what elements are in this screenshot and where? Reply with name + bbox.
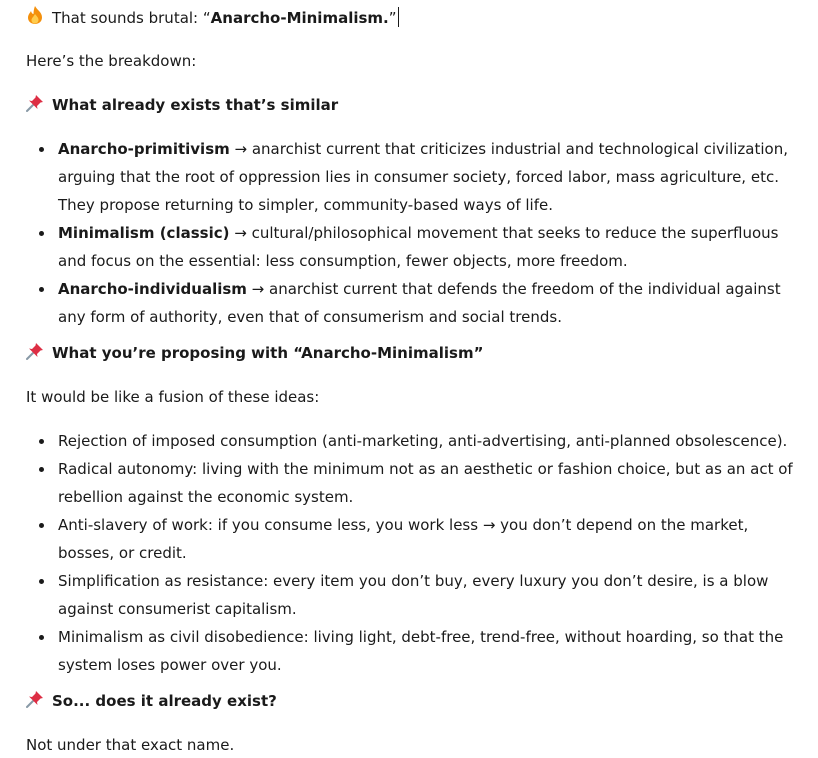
list-item-text: → anarchist current that defends the freedom of the individual against any form of authority, even that of consumerism and social trends. bbox=[58, 280, 781, 326]
list-item-term: Anarcho-primitivism bbox=[58, 140, 230, 158]
intro-prefix: That sounds brutal: “ bbox=[52, 9, 211, 27]
intro-suffix: ” bbox=[388, 9, 397, 27]
fusion-paragraph: It would be like a fusion of these ideas: bbox=[26, 388, 320, 406]
list-item-term: Minimalism (classic) bbox=[58, 224, 230, 242]
fire-icon bbox=[26, 5, 44, 25]
section-heading-proposing bbox=[26, 339, 483, 367]
list-item: Simplification as resistance: every item you don’t buy, every luxury you don’t desire, is a blow against consumerist capitalism. bbox=[26, 567, 800, 623]
intro-term: Anarcho-Minimalism. bbox=[210, 9, 389, 27]
intro-line bbox=[26, 4, 399, 32]
list-item bbox=[26, 275, 800, 331]
list-item: Rejection of imposed consumption (anti-marketing, anti-advertising, anti-planned obsolescence). bbox=[26, 427, 800, 455]
pushpin-icon bbox=[26, 342, 44, 360]
pushpin-icon bbox=[26, 690, 44, 708]
ideas-list bbox=[26, 427, 800, 679]
closing-paragraph: Not under that exact name. bbox=[26, 736, 235, 754]
list-item: Minimalism as civil disobedience: living light, debt-free, trend-free, without hoarding, so that the system loses power over you. bbox=[26, 623, 800, 679]
section-heading-exist bbox=[26, 687, 277, 715]
list-item-term: Anarcho-individualism bbox=[58, 280, 247, 298]
list-item-text: → cultural/philosophical movement that seeks to reduce the superfluous and focus on the essential: less consumption, fewer objects, more freedom. bbox=[58, 224, 779, 270]
breakdown-paragraph: Here’s the breakdown: bbox=[26, 52, 197, 70]
list-item bbox=[26, 219, 800, 275]
section-title: What already exists that’s similar bbox=[52, 96, 339, 114]
list-item: Anti-slavery of work: if you consume less, you work less → you don’t depend on the market, bosses, or credit. bbox=[26, 511, 800, 567]
section-heading-similar bbox=[26, 91, 338, 119]
similar-list bbox=[26, 135, 800, 331]
section-title: What you’re proposing with “Anarcho-Minimalism” bbox=[52, 344, 484, 362]
text-cursor bbox=[398, 7, 399, 27]
list-item bbox=[26, 135, 800, 219]
section-title: So... does it already exist? bbox=[52, 692, 277, 710]
list-item: Radical autonomy: living with the minimum not as an aesthetic or fashion choice, but as an act of rebellion against the economic system. bbox=[26, 455, 800, 511]
pushpin-icon bbox=[26, 94, 44, 112]
list-item-text: → anarchist current that criticizes industrial and technological civilization, arguing that the root of oppression lies in consumer society, forced labor, mass agriculture, etc. They propose returning to simpler, community-based ways of life. bbox=[58, 140, 788, 214]
